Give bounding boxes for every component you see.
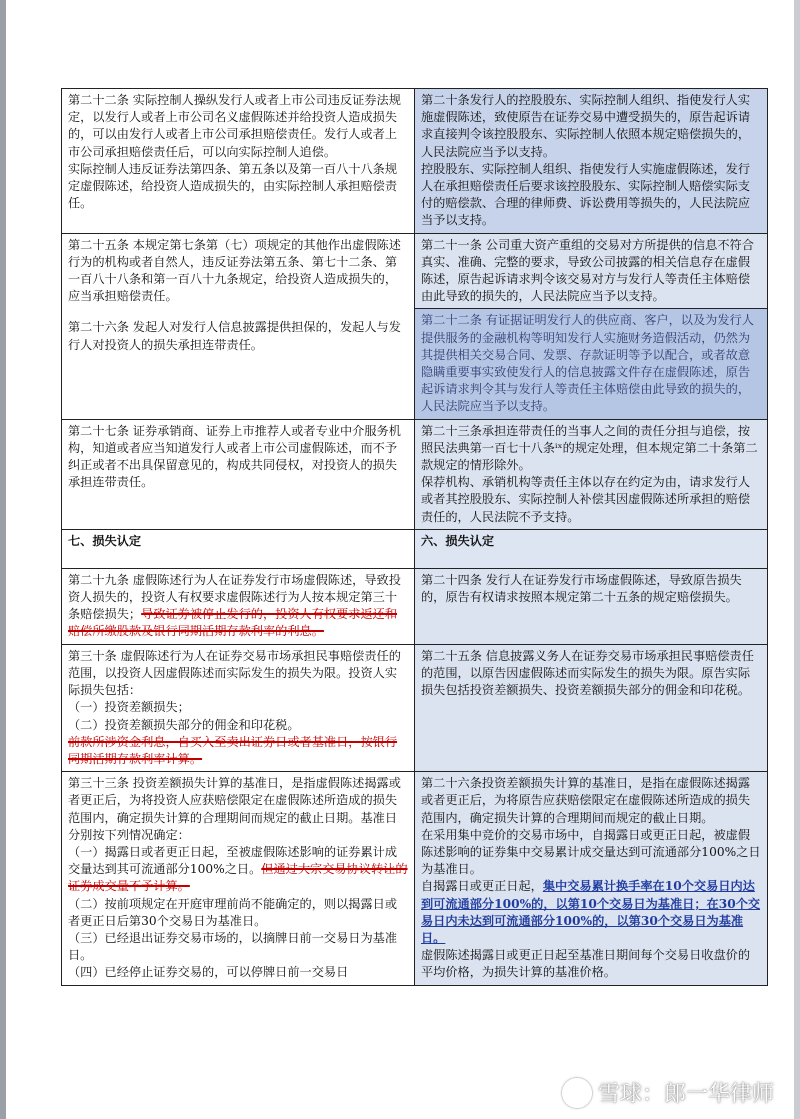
article-text: 第三十条 虚假陈述行为人在证券交易市场承担民事赔偿责任的范围，以投资人因虚假陈述而实际发生的损失为限。投资人实际损失包括： (68, 648, 401, 698)
article-text: 第二十六条投资差额损失计算的基准日，是指在虚假陈述揭露或者更正后，为将原告应获赔偿限定在虚假陈述所造成的损失范围内，确定损失计算的合理期间而规定的截止日期。 (421, 776, 751, 825)
plain-text: 第二十九条 虚假陈述行为人在证券发行市场虚假陈述，导致投资人损失的，投资人有权要求虚假陈述行为人按本规定第三十条赔偿损失； (68, 572, 401, 622)
deleted-text: 前款所涉资金利息，自买入至卖出证券日或者基准日，按银行同期活期存款利率计算。 (68, 734, 398, 766)
article-text: 第二十七条 证券承销商、证券上市推荐人或者专业中介服务机构，知道或者应当知道发行人或者上市公司虚假陈述，而不予纠正或者不出具保留意见的，构成共同侵权，对投资人的损失承担连带责任。 (68, 423, 401, 490)
table-row (62, 772, 768, 985)
old-rule-cell (62, 568, 415, 644)
old-rule-cell (62, 644, 415, 771)
snowball-logo-icon (562, 1078, 592, 1108)
article-text: 控股股东、实际控制人组织、指使发行人实施虚假陈述，发行人在承担赔偿责任后要求该控股股东、实际控制人赔偿实际支付的赔偿款、合理的律师费、诉讼费用等损失的，人民法院应当予以支持。 (421, 161, 751, 228)
article-text: 第二十五条 本规定第七条第（七）项规定的其他作出虚假陈述行为的机构或者自然人，违反证券法第五条、第七十二条、第一百八十八条和第一百八十九条规定，给投资人造成损失的，应当承担赔偿责任。 (68, 237, 401, 304)
highlighted-text: 集中交易累计换手率在10个交易日内达到可流通部分100%的，以第10个交易日为基准日；在30个交易日内未达到可流通部分100%的，以第30个交易日为基准日。 (421, 879, 761, 945)
old-rule-cell (62, 233, 415, 419)
watermark (562, 1077, 774, 1108)
article-text: 第二十六条 发起人对发行人信息披露提供担保的，发起人与发行人对投资人的损失承担连带责任。 (68, 320, 401, 352)
article-text: （一）投资差额损失； (68, 700, 190, 715)
article-text (68, 572, 409, 641)
old-rule-cell (62, 89, 415, 234)
section-title: 六、损失认定 (415, 529, 768, 568)
article-text: 实际控制人违反证券法第四条、第五条以及第一百八十八条规定虚假陈述，给投资人造成损失的，由实际控制人承担赔偿责任。 (68, 161, 398, 211)
plain-text: 自揭露日或更正日起， (421, 879, 543, 894)
deleted-text: 但通过大宗交易协议转让的证券成交量不予计算。 (68, 862, 408, 894)
article-text: 虚假陈述揭露日或更正日起至基准日期间每个交易日收盘价的平均价格，为损失计算的基准价格。 (421, 948, 751, 980)
article-text: 第二十条发行人的控股股东、实际控制人组织、指使发行人实施虚假陈述，致使原告在证券交易中遭受损失的，原告起诉请求直接判令该控股股东、实际控制人依照本规定赔偿损失的，人民法院应当予以支持。 (421, 93, 751, 159)
watermark-text: 雪球：郎一华律师 (598, 1082, 775, 1107)
article-text: 第二十二条 有证据证明发行人的供应商、客户，以及为发行人提供服务的金融机构等明知发行人实施财务造假活动，仍然为其提供相关交易合同、发票、存款证明等予以配合，或者故意隐瞒重要事实致使发行人的信息披露文件存在虚假陈述，原告起诉请求判令其与发行人等责任主体赔偿由此导致的损失的，人民法院应当予以支持。 (421, 313, 754, 414)
article-text (68, 844, 409, 896)
section-title: 七、损失认定 (62, 529, 415, 568)
page-frame-right (794, 0, 800, 1119)
article-text: 第二十四条 发行人在证券发行市场虚假陈述，导致原告损失的，原告有权请求按照本规定第二十五条的规定赔偿损失。 (421, 572, 742, 605)
comparison-table (61, 88, 768, 986)
article-text: 第三十三条 投资差额损失计算的基准日，是指虚假陈述揭露或者更正后，为将投资人应获赔偿限定在虚假陈述所造成的损失范围内，确定损失计算的合理期间而规定的截止日期。基准日分别按下列情况确定： (68, 776, 401, 842)
deleted-text: 导致证券被停止发行的，投资人有权要求返还和赔偿所缴股款及银行同期活期存款利率的利息。 (68, 607, 398, 639)
article-text: 保荐机构、承销机构等责任主体以存在约定为由，请求发行人或者其控股股东、实际控制人补偿其因虚假陈述所承担的赔偿责任的，人民法院不予支持。 (421, 475, 751, 524)
old-rule-cell (62, 772, 415, 985)
plain-text: （一）揭露日或者更正日起，至被虚假陈述影响的证券累计成交量达到其可流通部分100%之日。 (68, 844, 398, 877)
new-rule-cell (415, 89, 768, 234)
new-rule-cell (415, 772, 768, 985)
article-text: （四）已经停止证券交易的，可以停牌日前一交易日 (68, 965, 349, 980)
new-rule-cell (415, 644, 768, 771)
article-text: （二）投资差额损失部分的佣金和印花税。 (68, 717, 300, 732)
article-text: 在采用集中竞价的交易市场中，自揭露日或更正日起，被虚假陈述影响的证券集中交易累计成交量达到可流通部分100%之日为基准日。 (421, 827, 761, 877)
table-row (62, 89, 768, 234)
article-text: 第二十一条 公司重大资产重组的交易对方所提供的信息不符合真实、准确、完整的要求，导致公司披露的相关信息存在虚假陈述，原告起诉请求判令该交易对方与发行人等责任主体赔偿由此导致的损失的，人民法院应当予以支持。 (421, 237, 754, 304)
new-rule-cell (415, 233, 768, 309)
old-rule-cell (62, 419, 415, 529)
table-row (62, 568, 768, 644)
article-text: 第二十五条 信息披露义务人在证券交易市场承担民事赔偿责任的范围，以原告因虚假陈述而实际发生的损失为限。原告实际损失包括投资差额损失、投资差额损失部分的佣金和印花税。 (421, 648, 754, 698)
new-rule-cell (415, 309, 768, 419)
table-row (62, 644, 768, 771)
table-row (62, 419, 768, 529)
article-text: （三）已经退出证券交易市场的，以摘牌日前一交易日为基准日。 (68, 930, 398, 963)
table-row (62, 233, 768, 309)
new-rule-cell (415, 419, 768, 529)
article-text: 第二十二条 实际控制人操纵发行人或者上市公司违反证券法规定，以发行人或者上市公司名义虚假陈述并给投资人造成损失的，可以由发行人或者上市公司承担赔偿责任。发行人或者上市公司承担赔偿责任后，可以向实际控制人追偿。 (68, 93, 401, 159)
new-rule-cell (415, 568, 768, 644)
section-header-row (62, 529, 768, 568)
article-text (421, 878, 762, 947)
page-frame-left (0, 0, 6, 1119)
article-text: 第二十三条承担连带责任的当事人之间的责任分担与追偿，按照民法典第一百七十八条ⁱˣ的规定处理，但本规定第二十条第二款规定的情形除外。 (421, 423, 758, 473)
article-text: （二）按前项规定在开庭审理前尚不能确定的，则以揭露日或者更正日后第30个交易日为基准日。 (68, 896, 398, 928)
